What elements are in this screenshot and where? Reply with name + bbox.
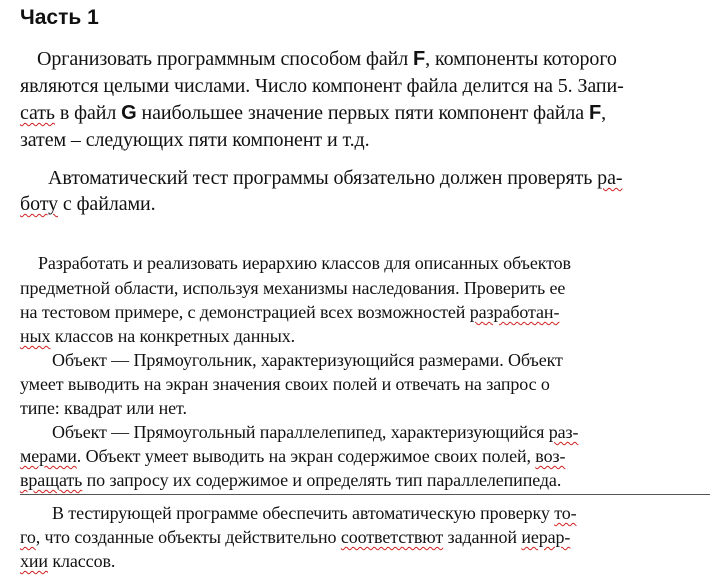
test-note-line: [20, 193, 156, 216]
task2-text: классов на конкретных данных.: [50, 326, 296, 346]
test-note-line: [48, 167, 622, 190]
spellcheck-word: вращать: [20, 470, 83, 490]
object1-line: Объект — Прямоугольник, характеризующийся размерами. Объект: [52, 350, 563, 370]
task1-line: [20, 102, 606, 125]
check-line: [20, 527, 570, 548]
check-line: [20, 551, 115, 572]
file-name-f: F: [413, 48, 426, 70]
check-line: [52, 503, 577, 524]
task1-text: ,: [601, 102, 606, 124]
spellcheck-word: хии: [20, 551, 48, 571]
task2-intro-line: [20, 302, 559, 323]
test-note-text: Автоматический тест программы обязательно должен проверять: [48, 167, 598, 189]
task2-text: Объект — Прямоугольный параллелепипед, характеризующийся: [52, 422, 549, 442]
task2-text: на тестовом примере, с демонстрацией всех возможностей: [20, 302, 470, 322]
task1-line: [37, 48, 617, 71]
section-divider: [20, 494, 710, 495]
task2-text: В тестирующей программе обеспечить автоматическую проверку: [52, 503, 555, 523]
task2-intro-line: предметной области, используя механизмы наследования. Проверить ее: [20, 278, 566, 298]
test-note-text: с файлами.: [58, 193, 156, 215]
object2-line: [20, 446, 565, 467]
spellcheck-word: воз-: [535, 446, 566, 466]
task1-line: затем – следующих пяти компонент и т.д.: [20, 129, 370, 151]
spellcheck-word: то-: [554, 503, 577, 523]
spellcheck-word: боту: [20, 193, 58, 215]
spellcheck-word: соответствют: [340, 527, 444, 547]
task2-text: классов.: [47, 551, 116, 571]
object1-line: умеет выводить на экран значения своих полей и отвечать на запрос о: [20, 374, 550, 394]
object2-line: [20, 470, 561, 491]
task2-text: , что созданные объекты действительно: [35, 527, 341, 547]
file-name-f: F: [588, 102, 602, 124]
spellcheck-word: иерар-: [521, 527, 571, 547]
task2-text: заданной: [443, 527, 522, 547]
page-heading: Часть 1: [20, 6, 99, 29]
object1-line: типе: квадрат или нет.: [20, 398, 187, 418]
task1-text: наибольшее значение первых пяти компонент файла: [136, 102, 589, 124]
object2-line: [52, 422, 578, 443]
spellcheck-word: ра-: [597, 167, 623, 189]
spellcheck-word: ных: [20, 326, 51, 346]
spellcheck-word: разработан-: [469, 302, 560, 322]
spellcheck-word: го: [20, 527, 36, 547]
task1-line: являются целыми числами. Число компонент файла делится на 5. Запи-: [20, 75, 624, 97]
spellcheck-word: мерами: [20, 446, 77, 466]
task2-text: по запросу их содержимое и определять тип параллелепипеда.: [82, 470, 562, 490]
task2-intro-line: [20, 326, 295, 347]
task2-intro-line: Разработать и реализовать иерархию классов для описанных объектов: [38, 253, 571, 273]
spellcheck-word: сать: [20, 102, 55, 124]
task1-text: , компоненты которого: [425, 48, 617, 70]
spellcheck-word: раз-: [548, 422, 579, 442]
task1-text: в файл: [54, 102, 122, 124]
task2-text: . Объект умеет выводить на экран содержимое своих полей,: [76, 446, 536, 466]
file-name-g: G: [121, 102, 137, 124]
task1-text: Организовать программным способом файл: [37, 48, 414, 70]
